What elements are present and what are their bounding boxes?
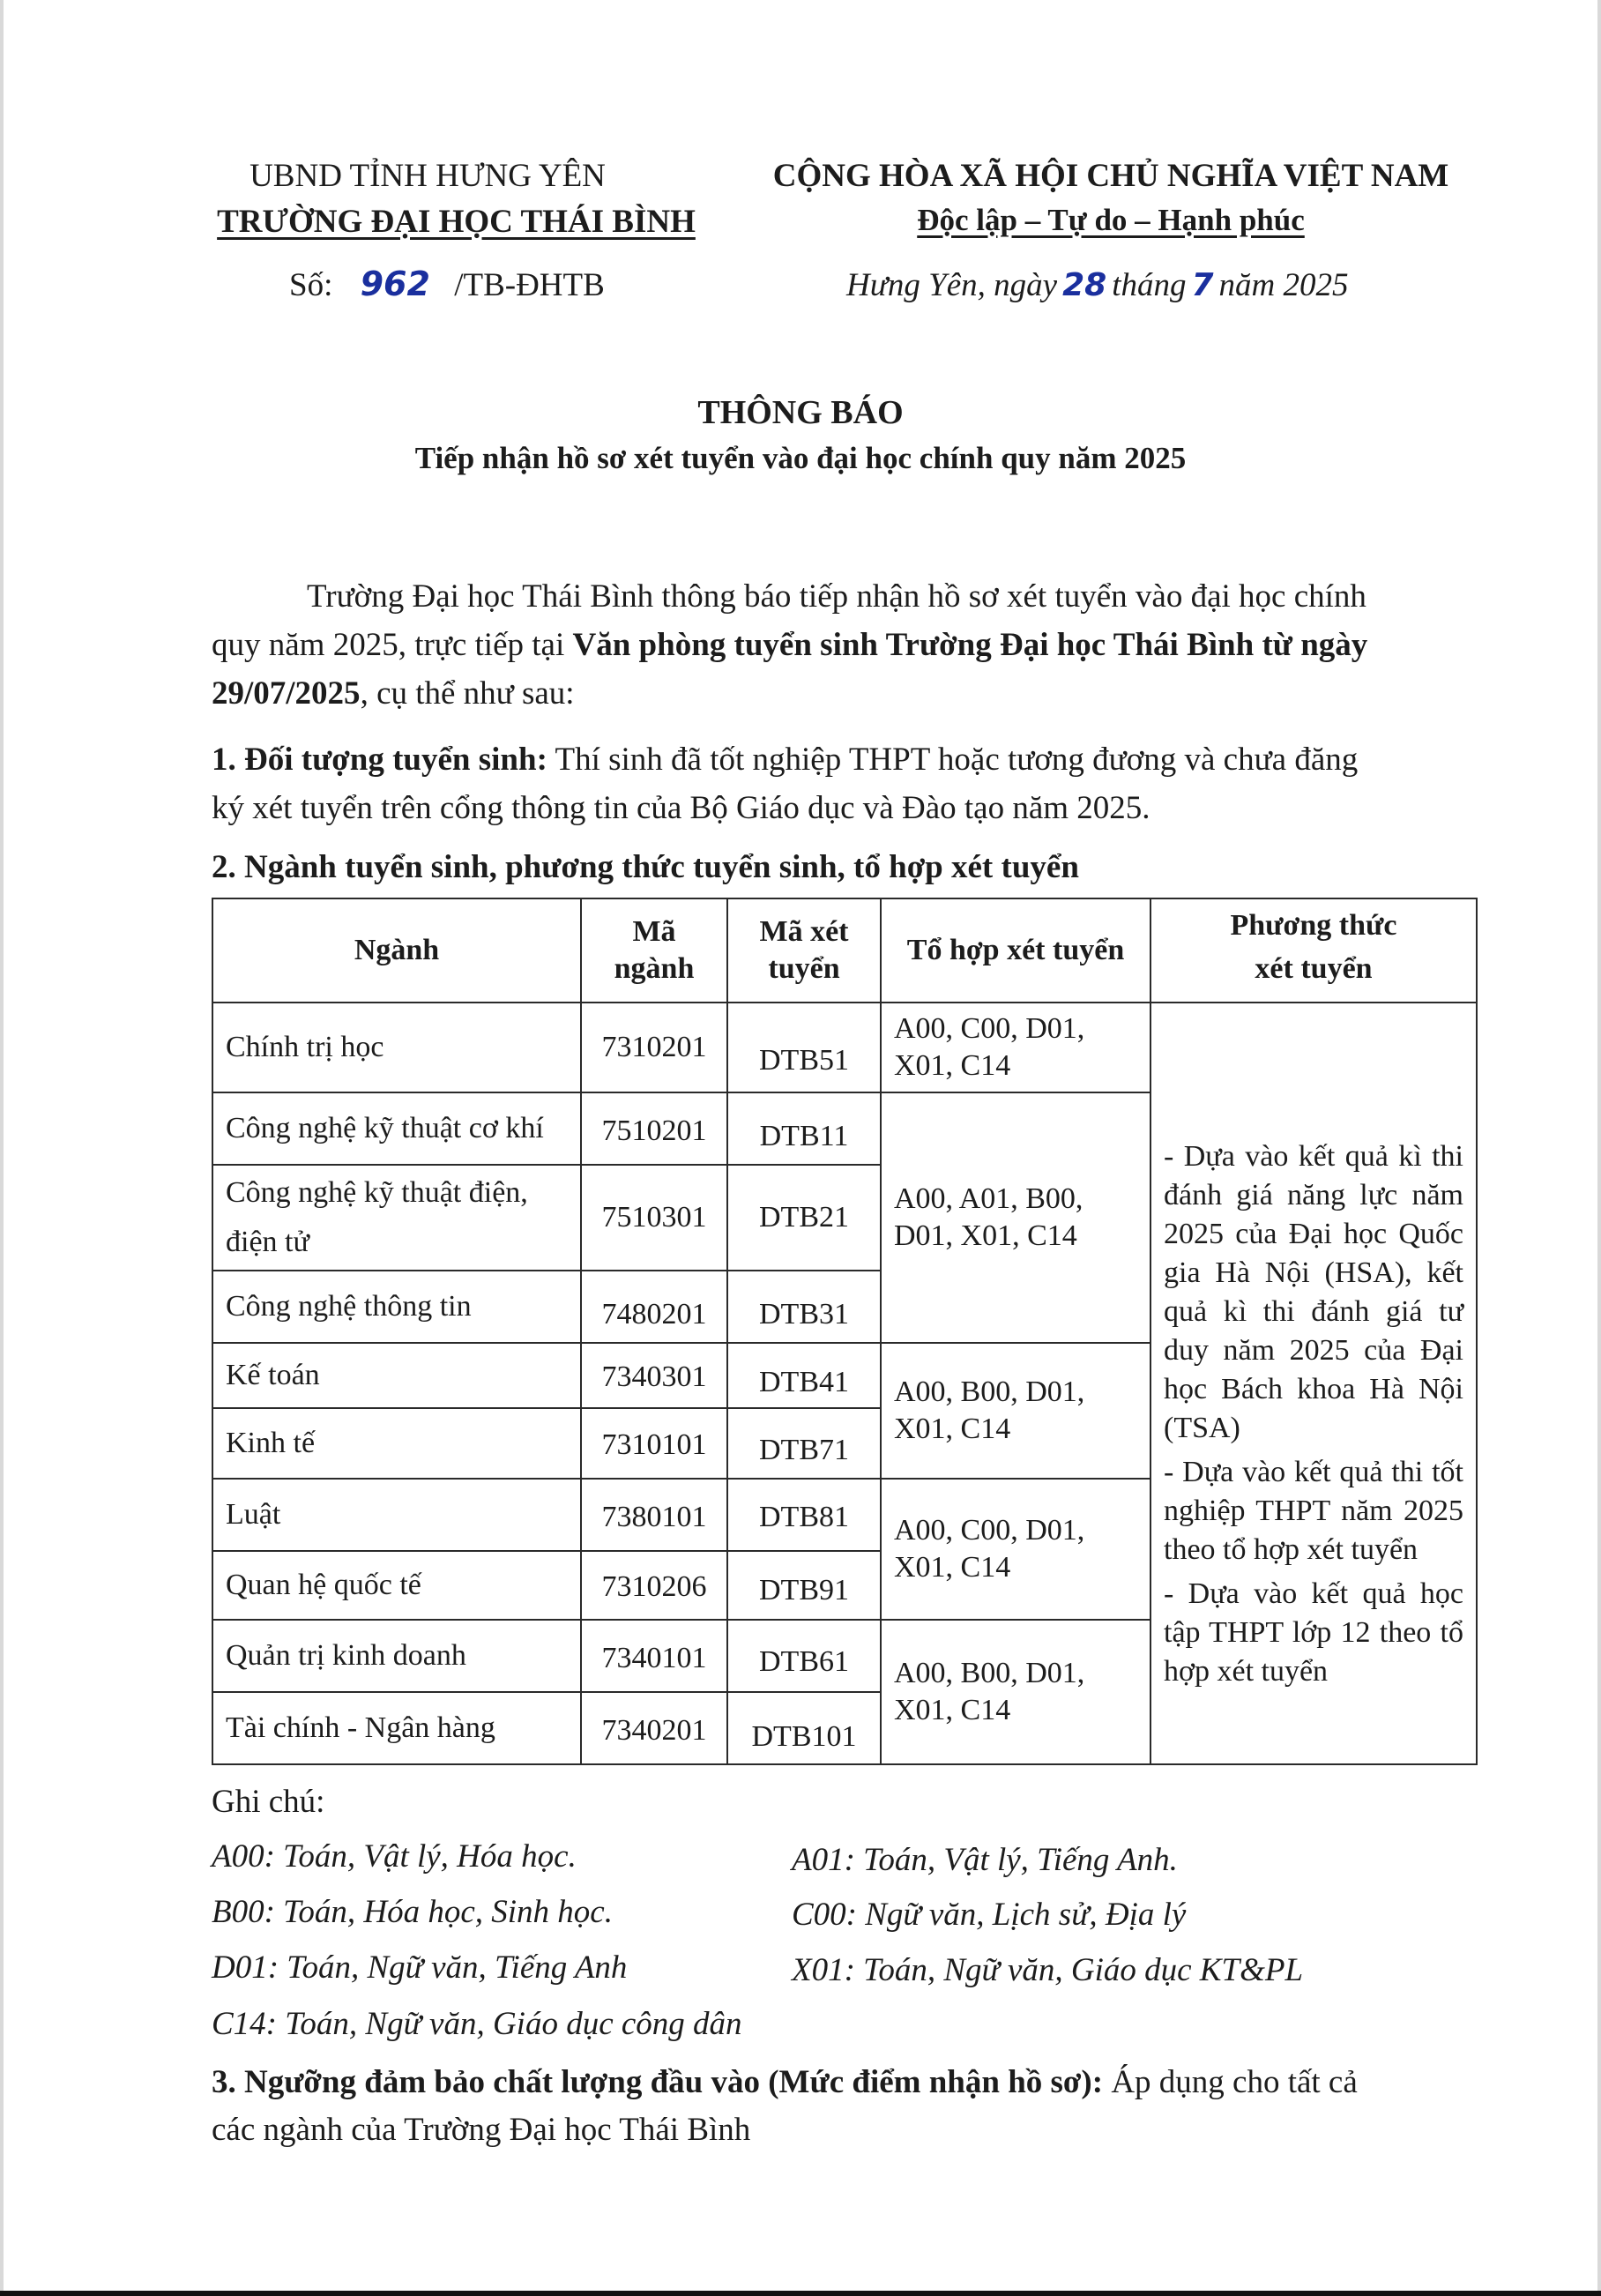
note-a00: A00: Toán, Vật lý, Hóa học.	[212, 1838, 577, 1875]
national-motto: Độc lập – Tự do – Hạnh phúc	[917, 203, 1305, 237]
section-3-label: 3. Ngưỡng đảm bảo chất lượng đầu vào (Mức điểm nhận hồ sơ):	[212, 2064, 1104, 2100]
major-name: Quản trị kinh doanh	[212, 1620, 581, 1692]
admission-code: DTB91	[727, 1551, 881, 1620]
section-3-line-2: các ngành của Trường Đại học Thái Bình	[212, 2112, 751, 2148]
section-1-label: 1. Đối tượng tuyển sinh:	[212, 742, 547, 778]
admission-code: DTB51	[727, 1003, 881, 1092]
table-row	[212, 1003, 1477, 1092]
combination-cell: A00, A01, B00, D01, X01, C14	[881, 1092, 1150, 1343]
section-2-heading: 2. Ngành tuyển sinh, phương thức tuyển sinh, tổ hợp xét tuyển	[212, 849, 1079, 885]
admission-code: DTB41	[727, 1343, 881, 1408]
major-code: 7310101	[581, 1408, 727, 1479]
major-code: 7510301	[581, 1165, 727, 1271]
major-name: Công nghệ kỹ thuật điện, điện tử	[212, 1165, 581, 1271]
major-name: Luật	[212, 1479, 581, 1551]
section-1-line-2: ký xét tuyển trên cổng thông tin của Bộ Giáo dục và Đào tạo năm 2025.	[212, 790, 1150, 826]
admission-code: DTB71	[727, 1408, 881, 1479]
national-title: CỘNG HÒA XÃ HỘI CHỦ NGHĨA VIỆT NAM	[772, 158, 1449, 194]
note-c00: C00: Ngữ văn, Lịch sử, Địa lý	[792, 1897, 1187, 1933]
major-name: Kế toán	[212, 1343, 581, 1408]
major-code: 7310206	[581, 1551, 727, 1620]
admission-table	[212, 898, 1478, 1765]
major-code: 7380101	[581, 1479, 727, 1551]
scan-bottom-edge	[0, 2291, 1601, 2296]
number-prefix: Số:	[289, 267, 333, 303]
intro-end: , cụ thể như sau:	[360, 675, 575, 712]
intro-line-1: Trường Đại học Thái Bình thông báo tiếp nhận hồ sơ xét tuyển vào đại học chính	[307, 578, 1366, 615]
method-2: - Dựa vào kết quả thi tốt nghiệp THPT năm 2025 theo tổ hợp xét tuyển	[1164, 1456, 1463, 1566]
intro-line-3	[212, 675, 575, 712]
method-1: - Dựa vào kết quả kì thi đánh giá năng lực năm 2025 của Đại học Quốc gia Hà Nội (HSA), kết quả kì thi đánh giá tư duy năm 2025 của Đại học Bách khoa Hà Nội (TSA)	[1164, 1140, 1463, 1444]
notice-subtitle: Tiếp nhận hồ sơ xét tuyển vào đại học chính quy năm 2025	[414, 441, 1187, 475]
note-b00: B00: Toán, Hóa học, Sinh học.	[212, 1894, 613, 1930]
note-a01: A01: Toán, Vật lý, Tiếng Anh.	[792, 1842, 1178, 1878]
notice-title: THÔNG BÁO	[697, 394, 904, 431]
admission-code: DTB11	[727, 1092, 881, 1165]
note-x01: X01: Toán, Ngữ văn, Giáo dục KT&PL	[792, 1952, 1304, 1988]
note-d01: D01: Toán, Ngữ văn, Tiếng Anh	[212, 1949, 628, 1986]
admission-code: DTB21	[727, 1165, 881, 1271]
scan-edge-right	[1597, 0, 1601, 2296]
header-major: Ngành	[212, 898, 581, 1003]
major-name: Công nghệ thông tin	[212, 1271, 581, 1343]
admission-code: DTB31	[727, 1271, 881, 1343]
major-name: Chính trị học	[212, 1003, 581, 1092]
combination-cell: A00, C00, D01, X01, C14	[881, 1003, 1150, 1092]
note-c14: C14: Toán, Ngữ văn, Giáo dục công dân	[212, 2006, 742, 2042]
major-code: 7310201	[581, 1003, 727, 1092]
intro-line-2	[212, 626, 1367, 664]
intro-bold: Văn phòng tuyển sinh Trường Đại học Thái Bình từ ngày	[572, 627, 1368, 663]
major-code: 7340101	[581, 1620, 727, 1692]
section-3-line-1	[212, 2063, 1358, 2101]
major-name: Công nghệ kỹ thuật cơ khí	[212, 1092, 581, 1165]
issuer-authority: UBND TỈNH HƯNG YÊN	[249, 158, 606, 194]
method-cell	[1150, 1003, 1477, 1764]
scan-edge-left	[0, 0, 4, 2296]
admission-code: DTB61	[727, 1620, 881, 1692]
combination-cell: A00, B00, D01, X01, C14	[881, 1620, 1150, 1764]
major-code: 7480201	[581, 1271, 727, 1343]
major-code: 7510201	[581, 1092, 727, 1165]
handwritten-month: 7	[1191, 267, 1214, 303]
combination-cell: A00, C00, D01, X01, C14	[881, 1479, 1150, 1620]
major-code: 7340301	[581, 1343, 727, 1408]
section-1-line-1	[212, 741, 1358, 779]
header-major-code: Mã ngành	[581, 898, 727, 1003]
number-suffix: /TB-ĐHTB	[454, 267, 605, 303]
method-3: - Dựa vào kết quả học tập THPT lớp 12 theo tổ hợp xét tuyển	[1164, 1577, 1463, 1688]
major-code: 7340201	[581, 1692, 727, 1764]
date-suffix: năm 2025	[1218, 267, 1349, 303]
major-name: Quan hệ quốc tế	[212, 1551, 581, 1620]
handwritten-day: 28	[1062, 267, 1107, 303]
section-3-text: Áp dụng cho tất cả	[1103, 2064, 1358, 2100]
document-number	[289, 265, 605, 304]
intro-plain: quy năm 2025, trực tiếp tại	[212, 627, 573, 663]
header-method: Phương thức xét tuyển	[1150, 898, 1477, 1003]
admission-code: DTB81	[727, 1479, 881, 1551]
intro-date: 29/07/2025	[212, 675, 361, 712]
section-1-text: Thí sinh đã tốt nghiệp THPT hoặc tương đương và chưa đăng	[547, 742, 1359, 778]
notes-title: Ghi chú:	[212, 1784, 325, 1820]
major-name: Kinh tế	[212, 1408, 581, 1479]
combination-cell: A00, B00, D01, X01, C14	[881, 1343, 1150, 1479]
date-mid: tháng	[1112, 267, 1187, 303]
issuer-name: TRƯỜNG ĐẠI HỌC THÁI BÌNH	[217, 204, 696, 240]
handwritten-number: 962	[360, 265, 430, 303]
major-name: Tài chính - Ngân hàng	[212, 1692, 581, 1764]
header-admission-code: Mã xét tuyển	[727, 898, 881, 1003]
date-prefix: Hưng Yên, ngày	[846, 267, 1058, 303]
issue-date	[846, 266, 1349, 304]
admission-code: DTB101	[727, 1692, 881, 1764]
table-header-row	[212, 898, 1477, 1003]
header-combination: Tổ hợp xét tuyển	[881, 898, 1150, 1003]
